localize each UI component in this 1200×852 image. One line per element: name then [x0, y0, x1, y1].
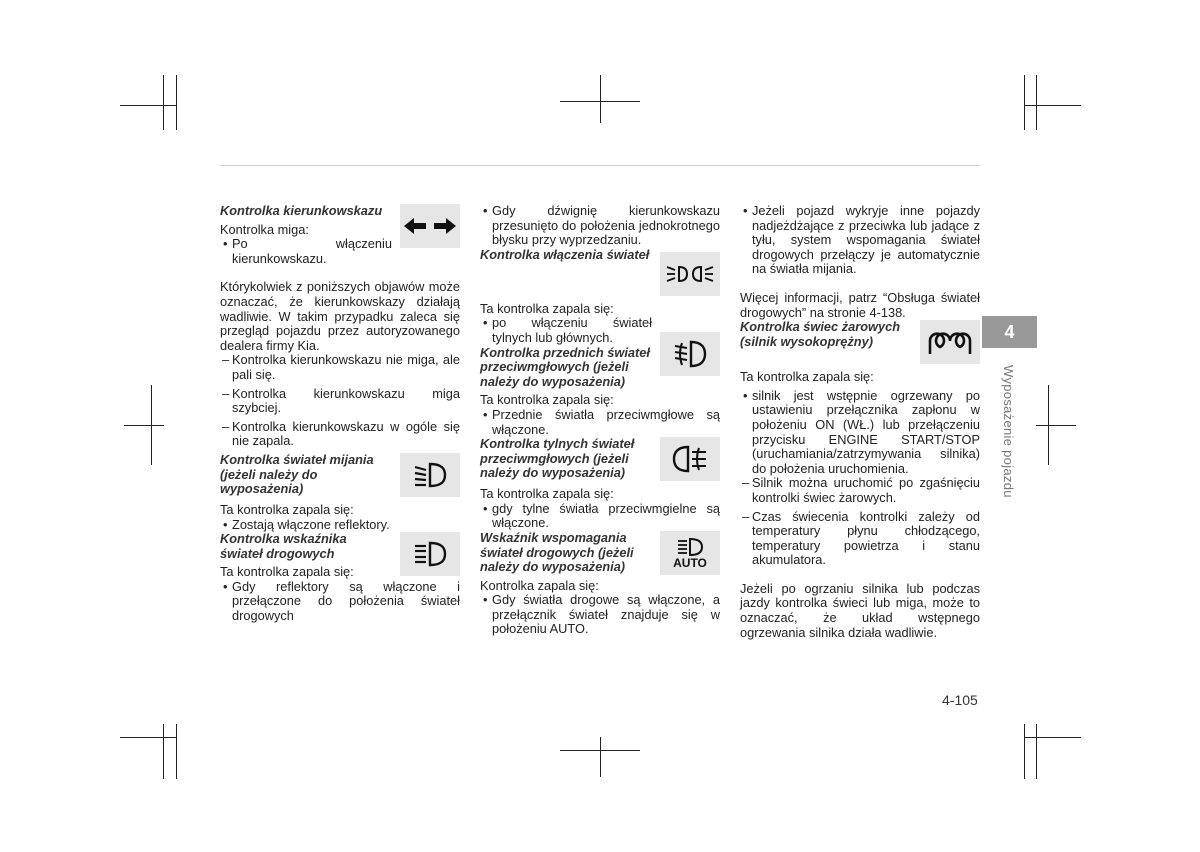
header-rule [220, 165, 980, 166]
crop-mark [1024, 737, 1081, 738]
crop-mark [124, 425, 164, 426]
front-fog-lead: Ta kontrolka zapala się: [480, 392, 614, 408]
crop-mark [120, 737, 177, 738]
front-fog-title: Kontrolka przednich świateł przeciwmgłowych (jeżeli należy do wyposażenia) [480, 344, 650, 389]
crop-mark [1024, 105, 1081, 106]
crop-mark [176, 75, 177, 130]
hba-auto-bullet: • Jeżeli pojazd wykryje inne pojazdy nadjeżdżające z przeciwka lub jadące z tyłu, system wspomagania świateł drogowych przełączy je automatycznie na światła mijania. [740, 204, 980, 277]
glow-plug-lead: Ta kontrolka zapala się: [740, 369, 874, 385]
hba-icon-label: AUTO [673, 555, 707, 570]
light-on-title: Kontrolka włączenia świateł [480, 246, 650, 262]
chapter-title: Wyposażenie pojazdu [1001, 365, 1016, 498]
glow-plug-bullet: • silnik jest wstępnie ogrzewany po ustawieniu przełącznika zapłonu w położeniu ON (WŁ.) lub przełączeniu przycisku ENGINE START/STOP (uruchamiania/zatrzymywania silnika) do położenia uruchomienia. [740, 389, 980, 477]
crop-mark [163, 75, 164, 130]
glow-plug-dash-1: – Silnik można uruchomić po zgaśnięciu kontrolki świec żarowych. [740, 476, 980, 505]
front-fog-bullet: • Przednie światła przeciwmgłowe są włączone. [480, 408, 720, 437]
low-beam-bullet: • Zostają włączone reflektory. [220, 518, 460, 533]
low-beam-title: Kontrolka świateł mijania (jeżeli należy do wyposażenia) [220, 451, 374, 497]
glow-plug-icon [920, 320, 980, 364]
rear-fog-bullet: • gdy tylne światła przeciwmgielne są włączone. [480, 502, 720, 531]
high-beam-bullet: • Gdy reflektory są włączone i przełączone do położenia świateł drogowych [220, 580, 460, 624]
rear-fog-icon [660, 437, 720, 481]
turn-signal-title: Kontrolka kierunkowskazu [220, 203, 383, 218]
crop-mark [1036, 425, 1076, 426]
crop-mark [600, 75, 601, 123]
hba-title: Wskaźnik wspomagania świateł drogowych (jeżeli należy do wyposażenia) [480, 529, 634, 575]
turn-signal-para: Którykolwiek z poniższych objawów może oznaczać, że kierunkowskazy działają wadliwie. W takim przypadku zaleca się przegląd pojazdu przez autoryzowanego dealera firmy Kia. [220, 279, 460, 353]
turn-signal-bullet: • Po włączeniu kierunkowskazu. [220, 237, 392, 266]
hba-icon [660, 531, 720, 575]
crop-mark [163, 724, 164, 779]
page-number: 4-105 [942, 692, 978, 708]
turn-signal-icon [400, 204, 460, 248]
column-3 [740, 204, 980, 640]
turn-signal-dash-2: – Kontrolka kierunkowskazu miga szybciej. [220, 387, 460, 416]
glow-plug-dash-2: – Czas świecenia kontrolki zależy od temperatury płynu chłodzącego, temperatury powietrza i stanu akumulatora. [740, 510, 980, 568]
high-beam-title: Kontrolka wskaźnika świateł drogowych [220, 531, 347, 561]
light-on-icon [660, 252, 720, 296]
front-fog-icon [660, 332, 720, 376]
turn-signal-dash-1: – Kontrolka kierunkowskazu nie miga, ale pali się. [220, 353, 460, 382]
light-on-lead: Ta kontrolka zapala się: [480, 300, 614, 316]
turn-signal-lead: Kontrolka miga: [220, 221, 309, 237]
flash-to-pass-bullet: • Gdy dźwignię kierunkowskazu przesunięto do położenia jednokrotnego błysku przy wyprzedzaniu. [480, 204, 720, 248]
glow-plug-para: Jeżeli po ogrzaniu silnika lub podczas jazdy kontrolka świeci lub miga, może to oznaczać, że układ wstępnego ogrzewania silnika działa wadliwie. [740, 580, 980, 640]
low-beam-lead: Ta kontrolka zapala się: [220, 501, 354, 517]
turn-signal-dash-3: – Kontrolka kierunkowskazu w ogóle się nie zapala. [220, 420, 460, 449]
hba-bullet: • Gdy światła drogowe są włączone, a przełącznik świateł znajduje się w położeniu AUTO. [480, 593, 720, 637]
more-info-text: Więcej informacji, patrz “Obsługa świateł drogowych” na stronie 4-138. [740, 289, 980, 320]
crop-mark [1024, 75, 1025, 130]
glow-plug-title: Kontrolka świec żarowych (silnik wysokoprężny) [740, 319, 901, 349]
light-on-bullet: • po włączeniu świateł tylnych lub głównych. [480, 316, 652, 345]
hba-lead: Kontrolka zapala się: [480, 577, 599, 593]
crop-mark [1048, 385, 1049, 465]
high-beam-icon [400, 532, 460, 576]
crop-mark [1036, 75, 1037, 130]
column-2 [480, 204, 720, 637]
crop-mark [120, 105, 177, 106]
crop-mark [1036, 724, 1037, 779]
rear-fog-lead: Ta kontrolka zapala się: [480, 486, 614, 502]
crop-mark [176, 724, 177, 779]
low-beam-icon [400, 453, 460, 497]
high-beam-lead: Ta kontrolka zapala się: [220, 564, 354, 580]
rear-fog-title: Kontrolka tylnych świateł przeciwmgłowych (jeżeli należy do wyposażenia) [480, 436, 635, 481]
column-1 [220, 204, 460, 624]
crop-mark [151, 385, 152, 465]
crop-mark [1024, 724, 1025, 779]
chapter-tab: 4 [982, 316, 1037, 348]
crop-mark [600, 737, 601, 777]
